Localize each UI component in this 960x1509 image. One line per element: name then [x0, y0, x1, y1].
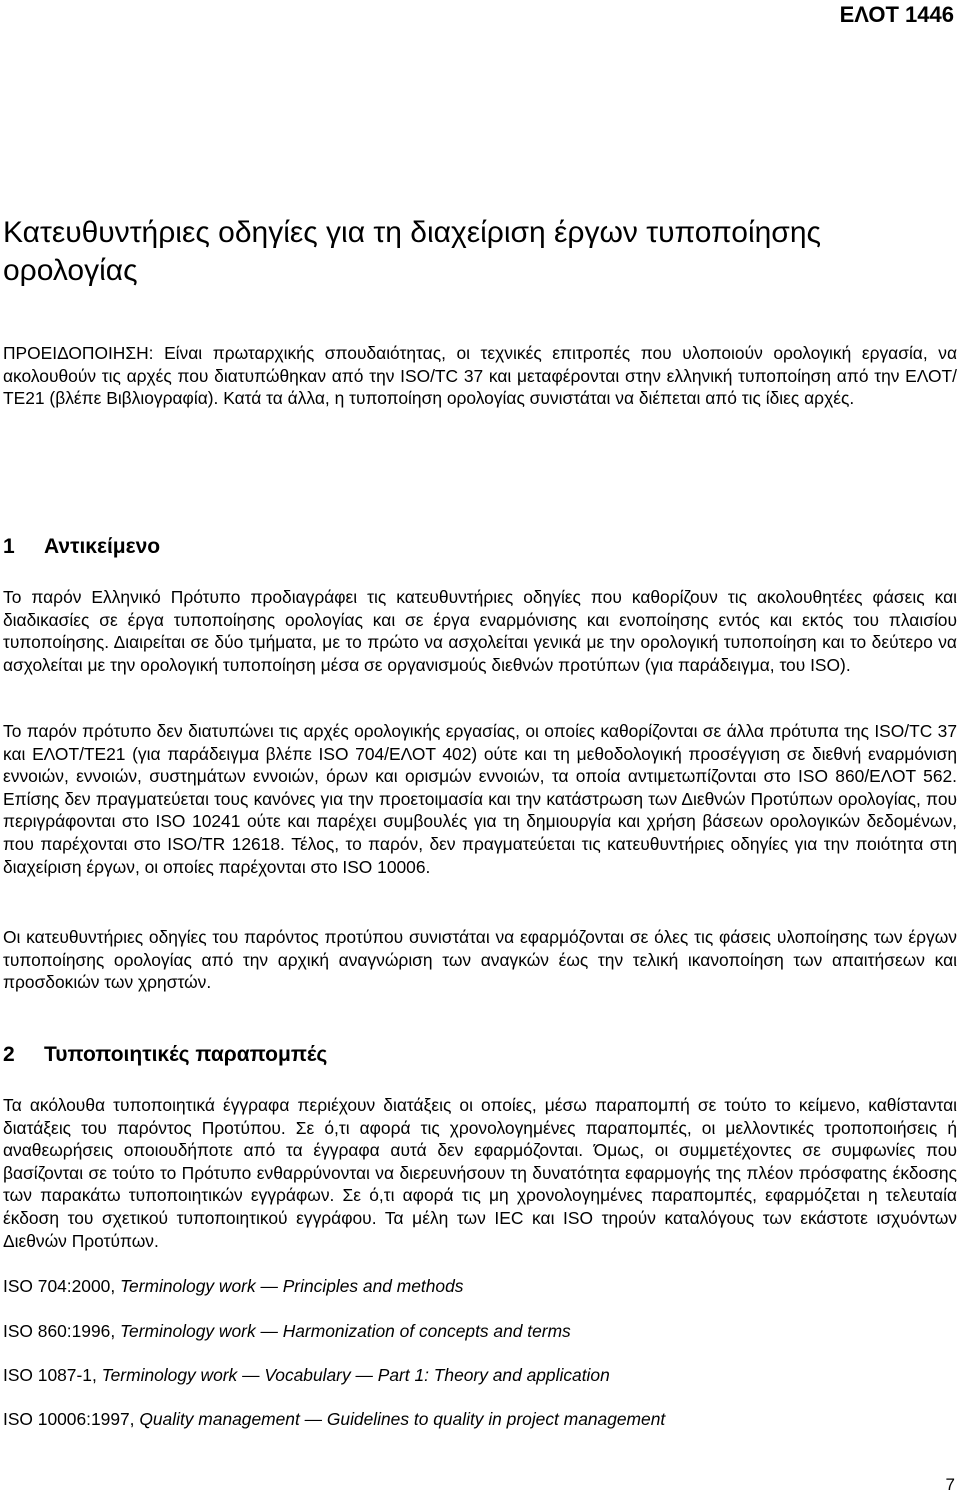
- section-1-title: Αντικείμενο: [44, 535, 161, 558]
- reference-code: ISO 1087-1,: [3, 1365, 102, 1385]
- document-title: Κατευθυντήριες οδηγίες για τη διαχείριση έργων τυποποίησης ορολογίας: [3, 216, 821, 287]
- section-1-number: 1: [3, 535, 15, 558]
- reference-dash: —: [255, 1276, 283, 1296]
- section-2-title: Τυποποιητικές παραπομπές: [44, 1043, 328, 1066]
- reference-dash: —: [237, 1365, 265, 1385]
- document-id-header: ΕΛΟΤ 1446: [839, 2, 954, 27]
- reference-title-part2: Principles and methods: [282, 1276, 464, 1296]
- reference-item: [3, 1408, 665, 1431]
- reference-title-part1: Terminology work: [120, 1321, 256, 1341]
- reference-title-part2: Vocabulary — Part 1: Theory and application: [264, 1365, 610, 1385]
- reference-dash: —: [299, 1409, 327, 1429]
- section-2-paragraph: Τα ακόλουθα τυποποιητικά έγγραφα περιέχουν διατάξεις οι οποίες, μέσω παραπομπή σε τούτο το κείμενο, καθίστανται διατάξεις του παρόντος Προτύπου. Σε ό,τι αφορά τις χρονολογημένες παραπομπές, οι μελλοντικές τροποποιήσεις ή αναθεωρήσεις οποιουδήποτε από τα έγγραφα αυτά δεν εφαρμόζονται. Όμως, οι συμμετέχοντες σε συμφωνίες που βασίζονται σε τούτο το Πρότυπο ενθαρρύνονται να διερευνήσουν τη δυνατότητα εφαρμογής της πλέον πρόσφατης έκδοσης των παρακάτω τυποποιητικών εγγράφων. Σε ό,τι αφορά τις μη χρονολογημένες παραπομπές, εφαρμόζεται η τελευταία έκδοση του σχετικού τυποποιητικού εγγράφου. Τα μέλη των IEC και ISO τηρούν καταλόγους των εκάστοτε ισχυόντων Διεθνών Προτύπων.: [3, 1095, 957, 1251]
- reference-code: ISO 860:1996,: [3, 1321, 120, 1341]
- section-1-paragraph-2: Το παρόν πρότυπο δεν διατυπώνει τις αρχές ορολογικής εργασίας, οι οποίες καθορίζονται σε άλλα πρότυπα της ISO/TC 37 και ΕΛΟΤ/ΤΕ21 (για παράδειγμα βλέπε ISO 704/ΕΛΟΤ 402) ούτε και τη μεθοδολογική προσέγγιση σε διεθνή εναρμόνιση εννοιών, εννοιών, συστημάτων εννοιών, όρων και ορισμών εννοιών, τα οποία αντιμετωπίζονται στο ISO 860/ΕΛΟΤ 562. Επίσης δεν πραγματεύεται τους κανόνες για την προετοιμασία και την κατάστρωση των Διεθνών Προτύπων ορολογίας, που περιγράφονται στο ISO 10241 ούτε και παρέχει συμβουλές για τη δημιουργία και χρήση βάσεων ορολογικών δεδομένων, που παρέχονται στο ISO/TR 12618. Τέλος, το παρόν, δεν πραγματεύεται τις κατευθυντήριες οδηγίες για την ποιότητα στη διαχείριση έργων, οι οποίες παρέχονται στο ISO 10006.: [3, 721, 957, 877]
- section-1-paragraph-3: Οι κατευθυντήριες οδηγίες του παρόντος προτύπου συνιστάται να εφαρμόζονται σε όλες τις φάσεις υλοποίησης των έργων τυποποίησης ορολογίας από την αρχική αναγνώριση των αναγκών έως την τελική ικανοποίηση των απαιτήσεων και προσδοκιών των χρηστών.: [3, 927, 957, 993]
- reference-title-part2: Guidelines to quality in project management: [326, 1409, 666, 1429]
- reference-title-part2: Harmonization of concepts and terms: [282, 1321, 571, 1341]
- section-1-paragraph-1: Το παρόν Ελληνικό Πρότυπο προδιαγράφει τις κατευθυντήριες οδηγίες που καθορίζουν τις ακολουθητέες φάσεις και διαδικασίες σε έργα τυποποίησης ορολογίας και σε έργα εναρμόνισης και ενοποίησης εντός και εκτός του πλαισίου τυποποίησης. Διαιρείται σε δύο τμήματα, με το πρώτο να ασχολείται γενικά με την ορολογική τυποποίηση και το δεύτερο να ασχολείται με την ορολογική τυποποίηση μέσα σε οργανισμούς διεθνών προτύπων (για παράδειγμα, του ISO).: [3, 587, 957, 675]
- section-1-heading: [3, 534, 160, 560]
- section-2-heading: [3, 1042, 327, 1068]
- reference-item: [3, 1275, 463, 1298]
- reference-title-part1: Terminology work: [120, 1276, 256, 1296]
- reference-item: [3, 1320, 571, 1343]
- reference-code: ISO 10006:1997,: [3, 1409, 140, 1429]
- reference-item: [3, 1364, 610, 1387]
- reference-code: ISO 704:2000,: [3, 1276, 120, 1296]
- reference-title-part1: Terminology work: [101, 1365, 238, 1385]
- reference-dash: —: [255, 1321, 283, 1341]
- warning-paragraph: ΠΡΟΕΙΔΟΠΟΙΗΣΗ: Είναι πρωταρχικής σπουδαιότητας, οι τεχνικές επιτροπές που υλοποιούν ορολογική εργασία, να ακολουθούν τις αρχές που διατυπώθηκαν από την ISO/TC 37 και μεταφέρονται στην ελληνική τυποποίηση από την ΕΛΟΤ/ΤΕ21 (βλέπε Βιβλιογραφία). Κατά τα άλλα, η τυποποίηση ορολογίας συνιστάται να διέπεται από τις ίδιες αρχές.: [3, 343, 957, 409]
- page-number: 7: [945, 1475, 955, 1494]
- reference-title-part1: Quality management: [139, 1409, 300, 1429]
- section-2-number: 2: [3, 1043, 15, 1066]
